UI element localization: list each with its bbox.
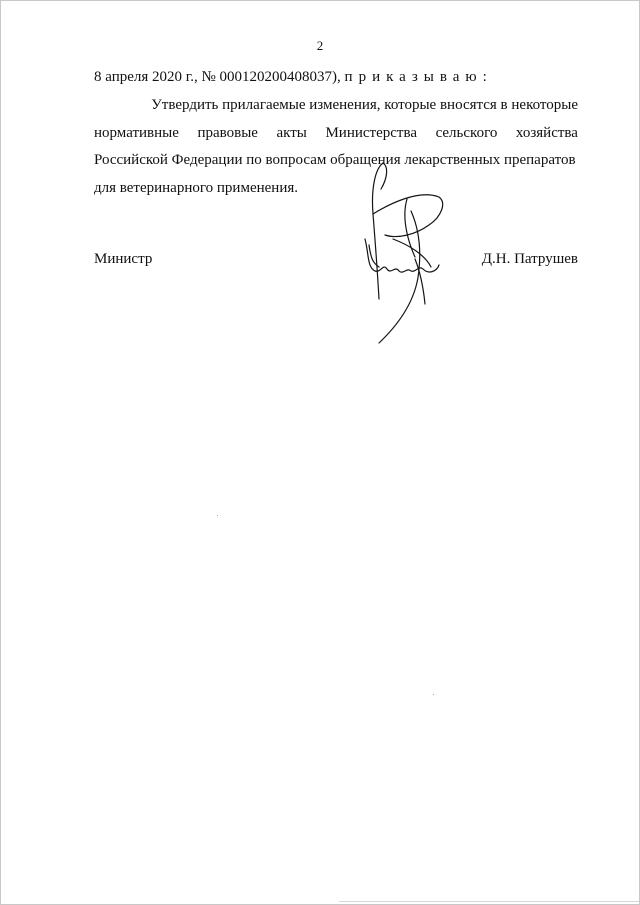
line3-word: сельского [435,125,498,141]
paragraph-line-2: Утвердить прилагаемые изменения, которые вносятся в некоторые [151,97,578,113]
line1-prefix: 8 апреля 2020 г., № 000120200408037), [94,69,345,85]
signature-icon [349,159,459,349]
minister-name: Д.Н. Патрушев [481,251,578,267]
paragraph-line-4: Российской Федерации по вопросам обращения лекарственных препаратов [94,152,576,168]
scan-edge-line [339,901,639,902]
paragraph-line-1 [94,69,493,86]
paragraph-line-3 [94,125,578,142]
line3-word: хозяйства [515,125,578,141]
line3-word: правовые [197,125,258,141]
scan-speck [433,694,434,695]
scan-speck [217,515,218,516]
order-word: приказываю: [344,69,493,85]
page-number: 2 [316,38,324,53]
minister-title: Министр [94,251,153,267]
line3-word: нормативные [94,125,179,141]
line3-word: акты [276,125,307,141]
paragraph-line-5: для ветеринарного применения. [94,180,298,196]
line3-word: Министерства [325,125,417,141]
